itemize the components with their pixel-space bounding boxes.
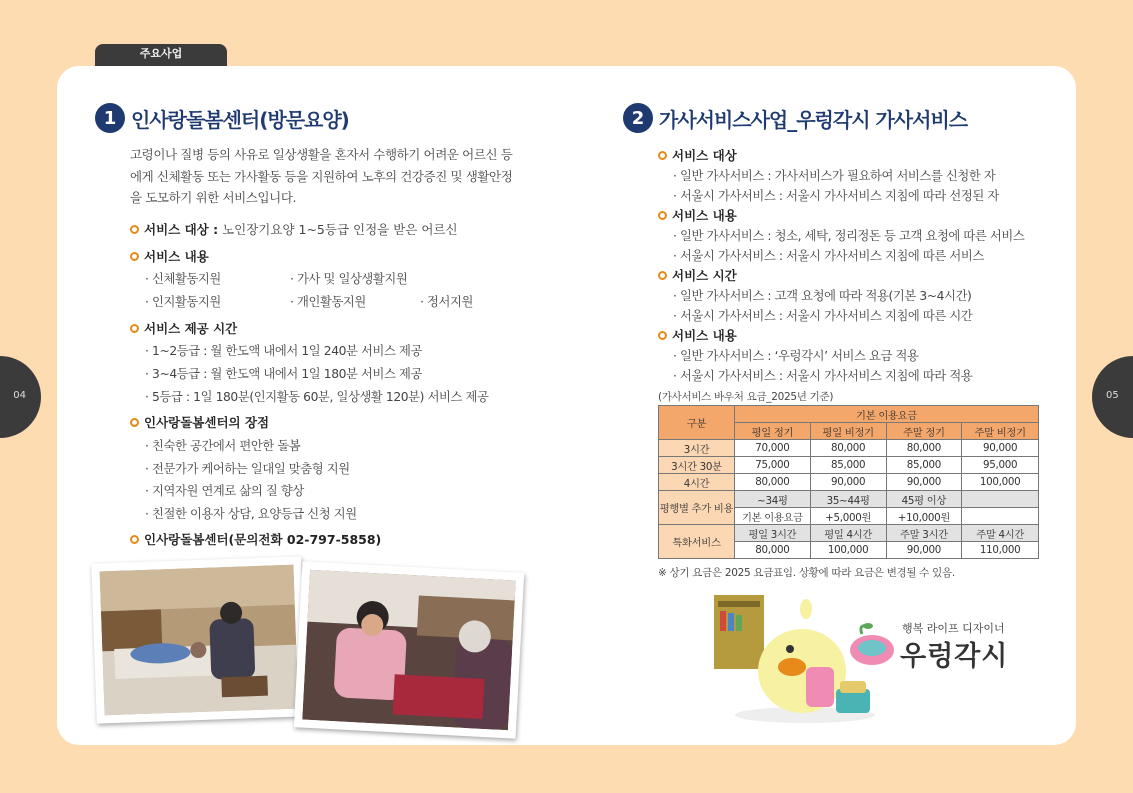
caregiver-photo-2	[294, 561, 524, 738]
r-content-item: · 일반 가사서비스 : 청소, 세탁, 정리정돈 등 고객 요청에 따른 서비스	[673, 229, 1025, 243]
circle-bullet-icon	[658, 271, 667, 280]
content-heading: 서비스 내용	[130, 247, 209, 265]
time-heading: 서비스 제공 시간	[130, 319, 237, 337]
table-row	[659, 491, 1039, 508]
fee-table	[658, 405, 1039, 559]
caregiver-photo-1	[91, 556, 306, 723]
page-number-right: 05	[1092, 356, 1133, 438]
table-cell: 기본 이용요금	[734, 508, 810, 525]
table-cell: 평행별 추가 비용	[659, 491, 735, 525]
table-cell: 3시간 30분	[659, 457, 735, 474]
table-cell: 90,000	[810, 474, 886, 491]
r-time-item: · 서울시 가사서비스 : 서울시 가사서비스 지침에 따른 시간	[673, 309, 973, 323]
table-caption: (가사서비스 바우처 요금_2025년 기준)	[658, 391, 834, 403]
section-1-title	[95, 103, 349, 133]
table-cell: ~34평	[734, 491, 810, 508]
time-item: · 1~2등급 : 월 한도액 내에서 1일 240분 서비스 제공	[145, 344, 422, 358]
table-col-header: 평일 비정기	[810, 423, 886, 440]
table-header-type: 구분	[659, 406, 735, 440]
content-item: · 인지활동지원	[145, 295, 221, 309]
circle-bullet-icon	[658, 331, 667, 340]
section-number-1: 1	[95, 103, 125, 133]
table-col-header: 주말 비정기	[962, 423, 1039, 440]
merit-heading: 인사랑돌봄센터의 장점	[130, 413, 269, 431]
circle-bullet-icon	[658, 151, 667, 160]
table-cell: 주말 4시간	[962, 525, 1039, 542]
content-item: · 정서지원	[420, 295, 473, 309]
r-time-heading: 서비스 시간	[658, 266, 737, 284]
table-cell: 80,000	[734, 474, 810, 491]
table-cell: 4시간	[659, 474, 735, 491]
r-content-heading: 서비스 내용	[658, 206, 737, 224]
shell-icon	[848, 620, 896, 666]
table-row	[659, 525, 1039, 542]
table-cell: 95,000	[962, 457, 1039, 474]
circle-bullet-icon	[130, 225, 139, 234]
table-cell: 85,000	[810, 457, 886, 474]
table-cell	[962, 508, 1039, 525]
r-time-item: · 일반 가사서비스 : 고객 요청에 따라 적용(기본 3~4시간)	[673, 289, 972, 303]
table-cell: 35~44평	[810, 491, 886, 508]
merit-item: · 친숙한 공간에서 편안한 돌봄	[145, 439, 301, 453]
r-content2-item: · 일반 가사서비스 : ‘우렁각시’ 서비스 요금 적용	[673, 349, 919, 363]
table-note: ※ 상기 요금은 2025 요금표임. 상황에 따라 요금은 변경될 수 있음.	[658, 567, 955, 579]
table-col-header: 평일 정기	[734, 423, 810, 440]
table-cell	[962, 491, 1039, 508]
content-item: · 개인활동지원	[290, 295, 366, 309]
page-number-left: 04	[0, 356, 41, 438]
target-heading: 서비스 대상 : 노인장기요양 1~5등급 인정을 받은 어르신	[130, 220, 458, 238]
section-2-heading: 가사서비스사업_우렁각시 가사서비스	[659, 107, 968, 132]
circle-bullet-icon	[130, 324, 139, 333]
r-target-item: · 일반 가사서비스 : 가사서비스가 필요하여 서비스를 신청한 자	[673, 169, 996, 183]
table-cell: 90,000	[962, 440, 1039, 457]
r-content2-heading: 서비스 내용	[658, 326, 737, 344]
circle-bullet-icon	[130, 535, 139, 544]
table-row	[659, 440, 1039, 457]
table-cell: 90,000	[886, 542, 962, 559]
content-item: · 신체활동지원	[145, 272, 221, 286]
table-cell: 45평 이상	[886, 491, 962, 508]
time-item: · 3~4등급 : 월 한도액 내에서 1일 180분 서비스 제공	[145, 367, 422, 381]
circle-bullet-icon	[130, 418, 139, 427]
contact-heading: 인사랑돌봄센터(문의전화 02-797-5858)	[130, 530, 381, 548]
table-row	[659, 474, 1039, 491]
table-cell: 80,000	[810, 440, 886, 457]
merit-item: · 지역자원 연계로 삶의 질 향상	[145, 484, 304, 498]
table-col-header: 주말 정기	[886, 423, 962, 440]
circle-bullet-icon	[130, 252, 139, 261]
intro-paragraph: 고령이나 질병 등의 사유로 일상생활을 혼자서 수행하기 어려운 어르신 등 에게 신체활동 또는 가사활동 등을 지원하여 노후의 건강증진 및 생활안정 을 도모하기 위한 서비스입니다.	[130, 147, 513, 205]
table-cell: 평일 3시간	[734, 525, 810, 542]
time-item: · 5등급 : 1일 180분(인지활동 60분, 일상생활 120분) 서비스 제공	[145, 390, 489, 404]
section-2-title	[623, 103, 967, 133]
r-target-heading: 서비스 대상	[658, 146, 737, 164]
table-cell: 110,000	[962, 542, 1039, 559]
circle-bullet-icon	[658, 211, 667, 220]
merit-item: · 친절한 이용자 상담, 요양등급 신청 지원	[145, 507, 357, 521]
r-target-item: · 서울시 가사서비스 : 서울시 가사서비스 지침에 따라 선정된 자	[673, 189, 999, 203]
table-cell: 주말 3시간	[886, 525, 962, 542]
merit-item: · 전문가가 케어하는 일대일 맞춤형 지원	[145, 462, 350, 476]
table-cell: 80,000	[886, 440, 962, 457]
brand-tagline: 행복 라이프 디자이너	[902, 622, 1005, 635]
table-cell: 90,000	[886, 474, 962, 491]
table-cell: 100,000	[810, 542, 886, 559]
table-cell: +10,000원	[886, 508, 962, 525]
content-item: · 가사 및 일상생활지원	[290, 272, 408, 286]
section-1-heading: 인사랑돌봄센터(방문요양)	[131, 107, 349, 132]
r-content2-item: · 서울시 가사서비스 : 서울시 가사서비스 지침에 따라 적용	[673, 369, 973, 383]
table-header-basic: 기본 이용요금	[734, 406, 1038, 423]
section-number-2: 2	[623, 103, 653, 133]
table-cell: 특화서비스	[659, 525, 735, 559]
table-cell: 80,000	[734, 542, 810, 559]
table-cell: 75,000	[734, 457, 810, 474]
table-cell: 85,000	[886, 457, 962, 474]
table-cell: 70,000	[734, 440, 810, 457]
section-tab: 주요사업	[95, 44, 227, 70]
table-cell: +5,000원	[810, 508, 886, 525]
table-cell: 100,000	[962, 474, 1039, 491]
r-content-item: · 서울시 가사서비스 : 서울시 가사서비스 지침에 따른 서비스	[673, 249, 984, 263]
table-cell: 3시간	[659, 440, 735, 457]
table-row	[659, 457, 1039, 474]
brand-name: 우렁각시	[900, 641, 1009, 672]
table-cell: 평일 4시간	[810, 525, 886, 542]
